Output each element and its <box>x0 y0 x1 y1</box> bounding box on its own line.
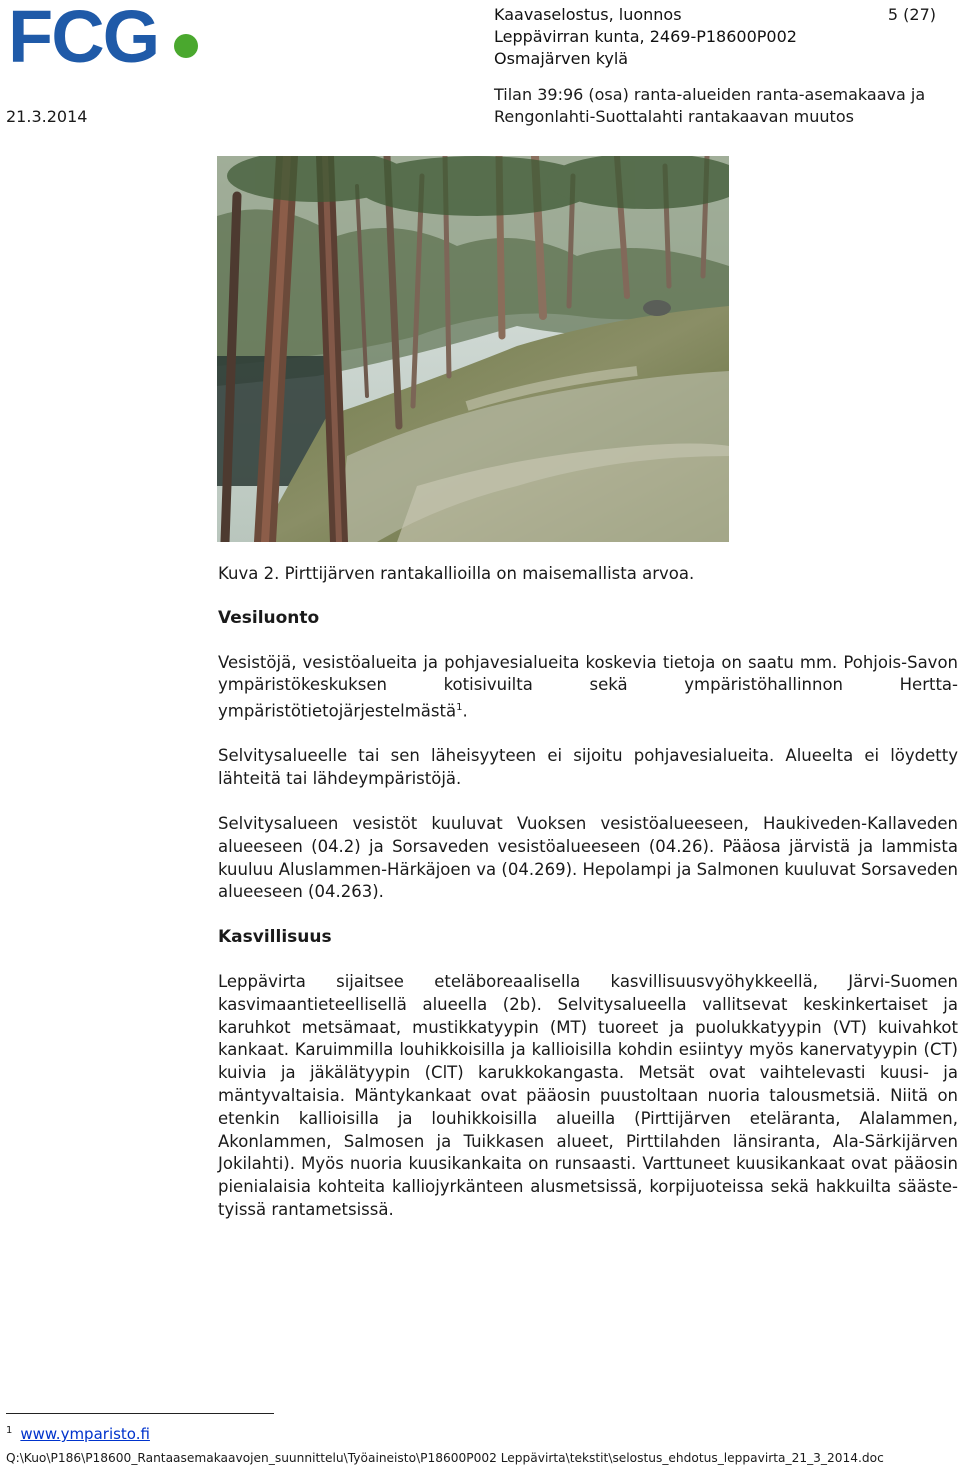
subtitle-line-1: Tilan 39:96 (osa) ranta-alueiden ranta-asemakaava ja <box>494 85 926 104</box>
document-body <box>218 563 958 1244</box>
footnote-ref: 1 <box>456 702 463 714</box>
paragraph: Selvitysalueen vesistöt kuuluvat Vuoksen vesistöalueeseen, Haukiveden-Kallaveden alueeseen (04.2) ja Sorsaveden vesistöalueeseen (04.26). Pääosa järvistä ja lammista kuuluu Aluslammen-Härkäjoen va (04.269). Hepolampi ja Salmonen kuuluvat Sorsaveden alueeseen (04.263). <box>218 814 958 902</box>
paragraph-text: Vesistöjä, vesistöalueita ja pohjavesialueita koskevia tietoja on saatu mm. Pohjois-Savon ympäristökeskuksen kotisivuilta sekä ympäristöhallinnon Hertta-ympäristötietojärjestelmästä <box>218 652 958 721</box>
figure-caption: Kuva 2. Pirttijärven rantakallioilla on maisemallista arvoa. <box>218 564 695 583</box>
title-line-3: Osmajärven kylä <box>494 49 629 68</box>
forest-photo <box>217 156 729 542</box>
footnote-divider <box>6 1413 274 1414</box>
title-line-2: Leppävirran kunta, 2469-P18600P002 <box>494 27 797 46</box>
footnote-number: 1 <box>6 1425 13 1436</box>
file-path: Q:\Kuo\P186\P18600_Rantaasemakaavojen_suunnittelu\Työaineisto\P18600P002 Leppävirta\tekstit\selostus_ehdotus_leppavirta_21_3_2014.doc <box>6 1451 884 1465</box>
footnote <box>6 1420 150 1445</box>
paragraph: Leppävirta sijaitsee eteläboreaalisella kasvillisuusvyöhykkeellä, Järvi-Suomen kasvimaantieteellisellä alueella (2b). Selvitysalueella vallitsevat keskinkertaiset ja karuhkot metsämaat, mustikkatyypin (MT) tuoreet ja puolukkatyypin (VT) kuivahkot kankaat. Karuimmilla louhikkoisilla ja kallioisilla kohdin esiintyy myös kanervatyypin (CT) kuivia ja jäkälätyypin (ClT) karukkokangasta. Metsät ovat vaihtelevasti kuusi- ja mäntyvaltaisia. Mäntykankaat ovat pääosin puustoltaan nuoria talousmetsiä. Niitä on etenkin kallioisilla ja louhikkoisilla alueilla (Pirttijärven eteläranta, Alalammen, Akonlammen, Salmosen ja Tuikkasen alueet, Pirttilahden länsiranta, Ala-Särkijärven Jokilahti). Myös nuoria kuusikankaita on runsaasti. Varttuneet kuusikankaat ovat pääosin pienialaisia kohteita kalliojyrkänteen alusmetsissä, korpijuoteissa sekä hakkuilta säästetyissä rantametsissä. <box>218 972 958 1220</box>
logo-text: FCG <box>8 2 159 72</box>
paragraph: Vesistöjä, vesistöalueita ja pohjavesialueita koskevia tietoja on saatu mm. Pohjois-Savon ympäristökeskuksen kotisivuilta sekä ympäristöhallinnon Hertta-ympäristötietojärjestelmästä$^1$. <box>218 652 958 721</box>
section-heading-kasvillisuus: Kasvillisuus <box>218 927 332 948</box>
page-number: 5 (27) <box>887 5 936 24</box>
title-line-1: Kaavaselostus, luonnos <box>494 5 682 24</box>
document-subtitle <box>494 84 956 128</box>
paragraph: Selvitysalueelle tai sen läheisyyteen ei sijoitu pohjavesialueita. Alueelta ei löydetty lähteitä tai lähdeympäristöjä. <box>218 746 958 789</box>
subtitle-line-2: Rengonlahti-Suottalahti rantakaavan muutos <box>494 107 854 126</box>
document-date: 21.3.2014 <box>6 107 88 126</box>
footnote-link[interactable]: www.ymparisto.fi <box>20 1425 150 1443</box>
logo-dot-icon <box>174 34 198 58</box>
section-heading-vesiluonto: Vesiluonto <box>218 607 320 628</box>
document-title <box>494 4 934 70</box>
fcg-logo <box>6 2 206 72</box>
